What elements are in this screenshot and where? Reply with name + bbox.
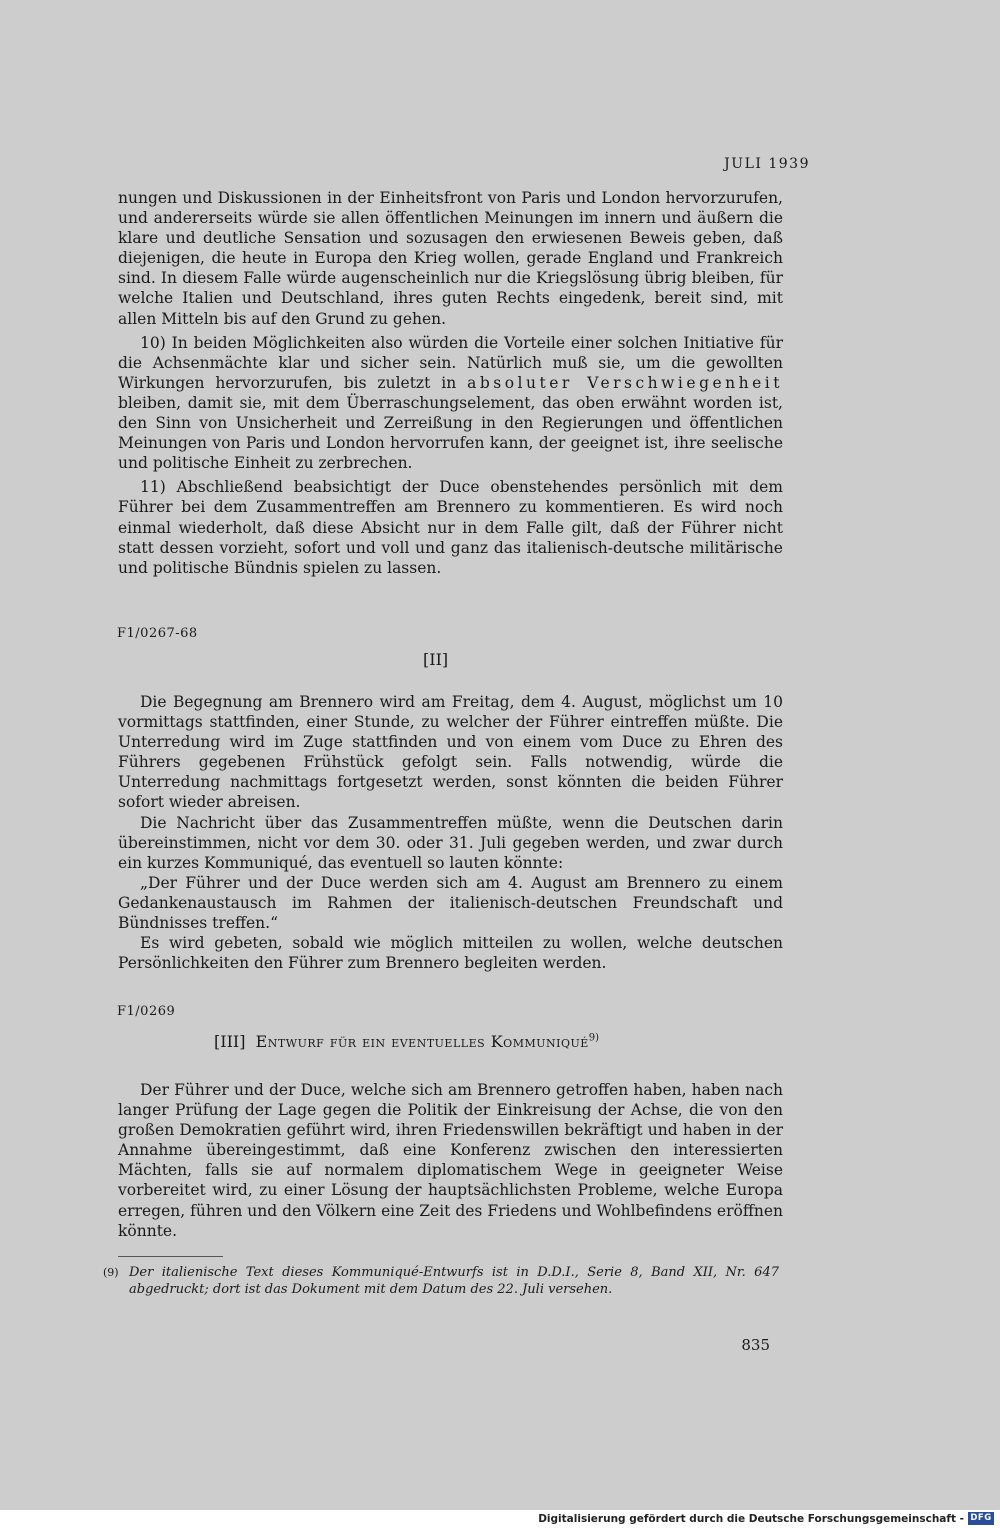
heading-number: [III] (214, 1032, 246, 1051)
paragraph-text: bleiben, damit sie, mit dem Überraschungselement, das oben erwähnt worden ist, den Sinn von Unsicherheit und Zerreißung in den Regierungen und öffentlichen Meinungen von Paris und London hervorrufen kann, der geeignet ist, ihre seelische und politische Einheit zu zerbrechen. (118, 393, 783, 473)
document-reference: F1/0269 (117, 1004, 176, 1019)
paragraph: 11) Abschließend beabsichtigt der Duce obenstehendes persönlich mit dem Führer bei dem Zusammentreffen am Brennero zu kommentieren. Es wird noch einmal wiederholt, daß diese Absicht nur in dem Falle gilt, daß der Führer nicht statt dessen vorzieht, sofort und voll und ganz das italienisch-deutsche militärische und politische Bündnis spielen zu lassen. (118, 478, 783, 577)
running-head: JULI 1939 (724, 156, 810, 172)
footnote-divider (118, 1256, 223, 1257)
dfg-banner (0, 1510, 1000, 1528)
paragraph: Die Nachricht über das Zusammentreffen müßte, wenn die Deutschen darin übereinstimmen, nicht vor dem 30. oder 31. Juli gegeben werden, und zwar durch ein kurzes Kommuniqué, das eventuell so lauten könnte: (118, 813, 783, 872)
section-heading: [II] (423, 650, 449, 669)
paragraph-text: 10) In beiden Möglichkeiten also würden die Vorteile einer solchen Initiative für die Achsenmächte klar und sicher sein. Natürlich muß sie, um die gewollten Wirkungen hervorzurufen, bis zuletzt in (118, 333, 783, 392)
emphasis-text: absoluter Verschwiegenheit (467, 373, 783, 392)
section-heading (214, 1032, 599, 1051)
page-number: 835 (741, 1336, 770, 1354)
paragraph: Der Führer und der Duce, welche sich am Brennero getroffen haben, haben nach langer Prüfung der Lage gegen die Politik der Einkreisung der Achse, die von den großen Demokratien geführt wird, ihren Friedenswillen bekräftigt und haben in der Annahme übereingestimmt, daß eine Konferenz zwischen den interessierten Mächten, falls sie auf normalem diplomatischem Wege in geeigneter Weise vorbereitet wird, zu einer Lösung der hauptsächlichsten Probleme, welche Europa erregen, führen und den Völkern eine Zeit des Friedens und Wohlbefindens eröffnen könnte. (118, 1081, 783, 1240)
paragraph: Es wird gebeten, sobald wie möglich mitteilen zu wollen, welche deutschen Persönlichkeiten den Führer zum Brennero begleiten werden. (118, 934, 783, 973)
section-3-text (118, 1080, 783, 1241)
footnote-mark: (9) (103, 1266, 119, 1279)
paragraph-10 (118, 333, 783, 474)
heading-title: Entwurf für ein eventuelles Kommuniqué (255, 1032, 589, 1051)
section-1-text (118, 188, 783, 578)
footnote-text: Der italienische Text dieses Kommuniqué-Entwurfs ist in D.D.I., Serie 8, Band XII, Nr. 647 abgedruckt; dort ist das Dokument mit dem Datum des 22. Juli versehen. (129, 1265, 779, 1297)
footnote (103, 1264, 783, 1298)
dfg-logo-icon: DFG (968, 1512, 994, 1525)
footnote-reference: 9) (588, 1032, 600, 1044)
paragraph: nungen und Diskussionen in der Einheitsfront von Paris und London hervorzurufen, und andererseits würde sie allen öffentlichen Meinungen im innern und äußern die klare und deutliche Sensation und sozusagen den erwiesenen Beweis geben, daß diejenigen, die heute in Europa den Krieg wollen, gerade England und Frankreich sind. In diesem Falle würde augenscheinlich nur die Kriegslösung übrig bleiben, für welche Italien und Deutschland, ihres guten Rechts eingedenk, bereit sind, mit allen Mitteln bis auf den Grund zu gehen. (118, 189, 783, 328)
dfg-banner-text: Digitalisierung gefördert durch die Deutsche Forschungsgemeinschaft - (538, 1513, 964, 1525)
paragraph: Die Begegnung am Brennero wird am Freitag, dem 4. August, möglichst um 10 vormittags stattfinden, einer Stunde, zu welcher der Führer eintreffen müßte. Die Unterredung wird im Zuge stattfinden und von einem vom Duce zu Ehren des Führers gegebenen Frühstück gefolgt sein. Falls notwendig, würde die Unterredung nachmittags fortgesetzt werden, sonst könnten die beiden Führer sofort wieder abreisen. (118, 693, 783, 812)
quoted-communique: „Der Führer und der Duce werden sich am 4. August am Brennero zu einem Gedankenaustausch im Rahmen der italienisch-deutschen Freundschaft und Bündnisses treffen.“ (118, 873, 783, 933)
document-reference: F1/0267-68 (117, 626, 198, 641)
section-2-text (118, 692, 783, 973)
